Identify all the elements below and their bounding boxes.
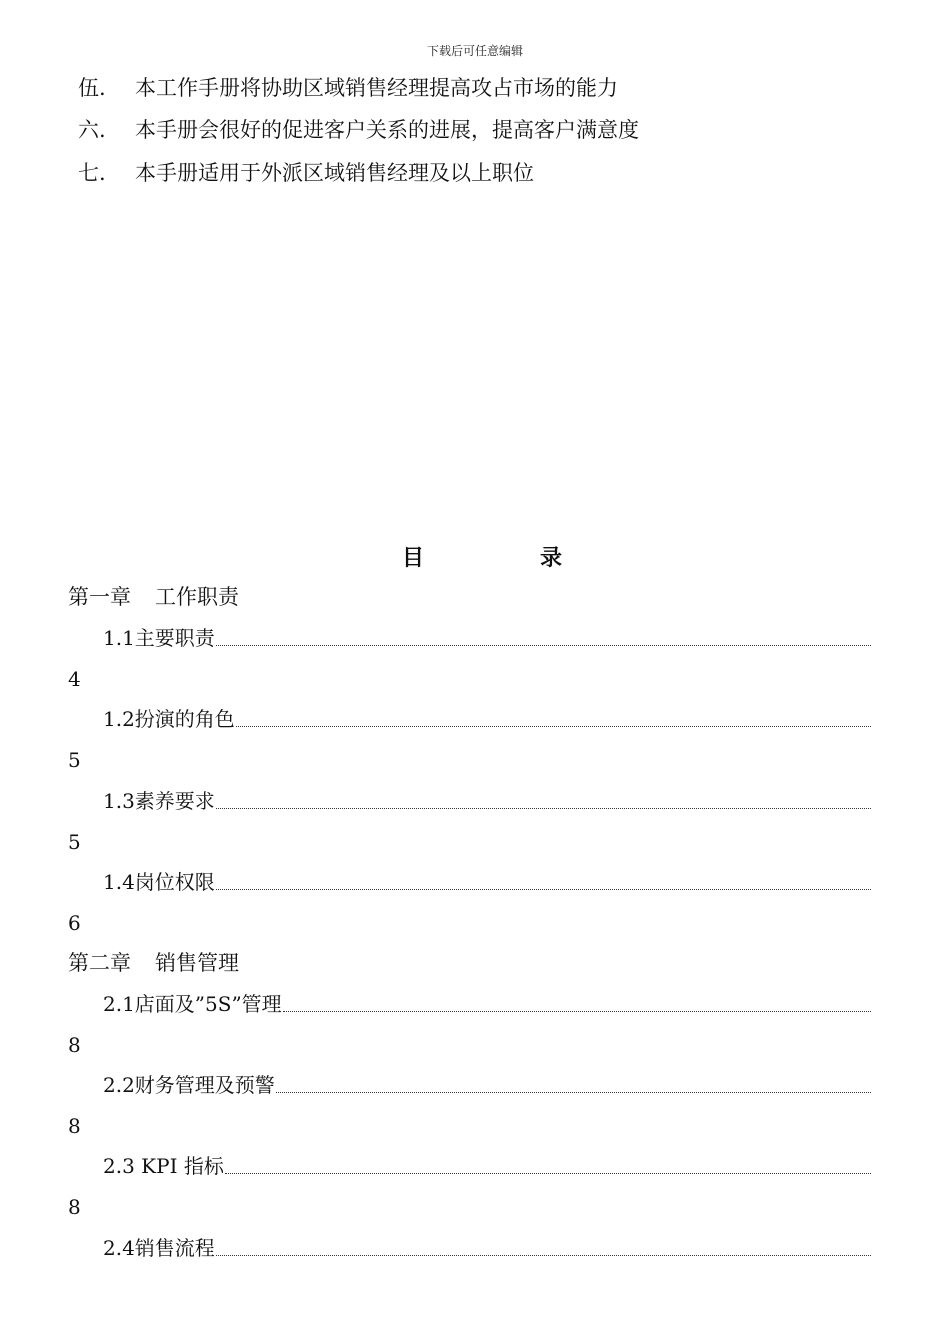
toc-chapter-1[interactable] bbox=[68, 582, 239, 612]
toc-entry-label: 2.1店面及”5S”管理 bbox=[103, 992, 282, 1016]
toc-title bbox=[402, 542, 562, 574]
dot-leader bbox=[216, 808, 871, 809]
toc-page-number: 5 bbox=[68, 748, 81, 772]
intro-item bbox=[78, 73, 618, 103]
intro-item-text: 本手册适用于外派区域销售经理及以上职位 bbox=[135, 161, 534, 185]
toc-entry-label: 1.1主要职责 bbox=[103, 626, 215, 650]
toc-page-number: 5 bbox=[68, 830, 81, 854]
intro-item-text: 本手册会很好的促进客户关系的进展，提高客户满意度 bbox=[135, 118, 639, 142]
toc-page-number: 8 bbox=[68, 1195, 81, 1219]
chapter-title: 销售管理 bbox=[155, 951, 239, 975]
dot-leader bbox=[216, 645, 871, 646]
toc-entry[interactable] bbox=[103, 989, 871, 1019]
intro-item-number: 伍. bbox=[78, 76, 106, 100]
toc-entry[interactable] bbox=[103, 1151, 871, 1181]
toc-page-number: 8 bbox=[68, 1114, 81, 1138]
chapter-label: 第一章 bbox=[68, 585, 131, 609]
intro-item-number: 七. bbox=[78, 161, 106, 185]
dot-leader bbox=[276, 1092, 871, 1093]
toc-entry-label: 2.2财务管理及预警 bbox=[103, 1073, 275, 1097]
dot-leader bbox=[283, 1011, 871, 1012]
toc-entry-label: 1.2扮演的角色 bbox=[103, 707, 235, 731]
dot-leader bbox=[236, 726, 871, 727]
toc-entry[interactable] bbox=[103, 786, 871, 816]
intro-item-text: 本工作手册将协助区域销售经理提高攻占市场的能力 bbox=[135, 76, 618, 100]
chapter-label: 第二章 bbox=[68, 951, 131, 975]
header-note: 下载后可任意编辑 bbox=[426, 44, 523, 58]
toc-entry-label: 1.3素养要求 bbox=[103, 789, 215, 813]
toc-page-number: 8 bbox=[68, 1033, 81, 1057]
toc-entry[interactable] bbox=[103, 1233, 871, 1263]
toc-entry[interactable] bbox=[103, 623, 871, 653]
intro-item bbox=[78, 158, 534, 188]
toc-title-char: 目 bbox=[402, 545, 425, 571]
toc-entry[interactable] bbox=[103, 704, 871, 734]
toc-chapter-2[interactable] bbox=[68, 948, 239, 978]
dot-leader bbox=[216, 889, 871, 890]
toc-page-number: 4 bbox=[68, 667, 81, 691]
chapter-title: 工作职责 bbox=[155, 585, 239, 609]
dot-leader bbox=[225, 1173, 871, 1174]
toc-page-number: 6 bbox=[68, 911, 81, 935]
intro-item bbox=[78, 115, 639, 145]
toc-entry-label: 1.4岗位权限 bbox=[103, 870, 215, 894]
toc-entry[interactable] bbox=[103, 1070, 871, 1100]
toc-title-char: 录 bbox=[539, 545, 562, 571]
toc-entry[interactable] bbox=[103, 867, 871, 897]
toc-entry-label: 2.4销售流程 bbox=[103, 1236, 215, 1260]
toc-entry-label: 2.3 KPI 指标 bbox=[103, 1154, 224, 1178]
dot-leader bbox=[216, 1255, 871, 1256]
intro-item-number: 六. bbox=[78, 118, 106, 142]
